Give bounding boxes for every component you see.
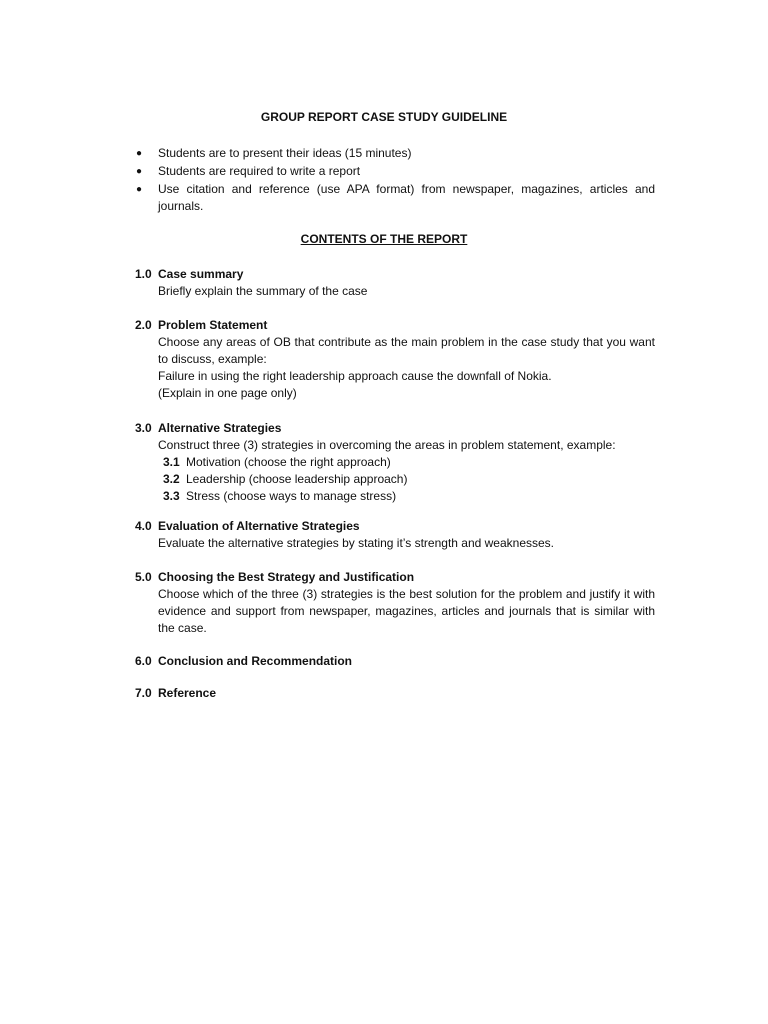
subsection-number: 3.3: [163, 489, 180, 503]
subsection-text: Motivation (choose the right approach): [186, 455, 391, 469]
list-item: [136, 163, 655, 180]
section-text: Evaluate the alternative strategies by stating it’s strength and weaknesses.: [158, 536, 555, 550]
section-number: 5.0: [135, 570, 152, 584]
subsection-number: 3.2: [163, 472, 180, 486]
section-heading: [135, 420, 655, 437]
section-number: 6.0: [135, 654, 152, 668]
section-heading: [135, 569, 655, 586]
section-text: (Explain in one page only): [158, 386, 297, 400]
section-text: Briefly explain the summary of the case: [158, 284, 368, 298]
section-text: Choose which of the three (3) strategies is the best solution for the problem and justify it with evidence and support from newspaper, magazines, articles and journals that is similar with the case.: [158, 587, 655, 635]
section-evaluation: [135, 518, 655, 552]
section-conclusion: [135, 653, 655, 670]
subsection-item: [163, 454, 655, 471]
instructions-list: [136, 145, 655, 216]
list-item: [136, 181, 655, 215]
subsection-text: Leadership (choose leadership approach): [186, 472, 408, 486]
section-title: Choosing the Best Strategy and Justification: [158, 570, 415, 584]
subsection-item: [163, 488, 655, 505]
subsection-item: [163, 471, 655, 488]
bullet-text: Students are required to write a report: [158, 164, 361, 178]
section-heading: [135, 685, 655, 702]
bullet-icon: ●: [136, 184, 143, 195]
section-title: Alternative Strategies: [158, 421, 282, 435]
section-case-summary: [135, 266, 655, 300]
contents-heading: CONTENTS OF THE REPORT: [300, 232, 468, 246]
list-item: [136, 145, 655, 162]
section-title: Reference: [158, 686, 217, 700]
section-heading: [135, 518, 655, 535]
section-title: Evaluation of Alternative Strategies: [158, 519, 360, 533]
section-best-strategy: [135, 569, 655, 637]
section-heading: [135, 266, 655, 283]
section-reference: [135, 685, 655, 702]
section-heading: [135, 653, 655, 670]
subsection-number: 3.1: [163, 455, 180, 469]
section-alternative-strategies: [135, 420, 655, 505]
section-text: Failure in using the right leadership approach cause the downfall of Nokia.: [158, 369, 552, 383]
section-number: 2.0: [135, 318, 152, 332]
section-number: 1.0: [135, 267, 152, 281]
section-heading: [135, 317, 655, 334]
bullet-icon: ●: [136, 148, 143, 159]
bullet-text: Use citation and reference (use APA format) from newspaper, magazines, articles and journals.: [158, 182, 655, 213]
subsection-text: Stress (choose ways to manage stress): [186, 489, 397, 503]
section-title: Case summary: [158, 267, 244, 281]
document-title: GROUP REPORT CASE STUDY GUIDELINE: [260, 110, 508, 124]
section-number: 4.0: [135, 519, 152, 533]
section-text: Choose any areas of OB that contribute as the main problem in the case study that you want to discuss, example:: [158, 335, 655, 366]
section-number: 3.0: [135, 421, 152, 435]
bullet-text: Students are to present their ideas (15 minutes): [158, 146, 412, 160]
section-title: Conclusion and Recommendation: [158, 654, 353, 668]
section-title: Problem Statement: [158, 318, 268, 332]
bullet-icon: ●: [136, 166, 143, 177]
section-number: 7.0: [135, 686, 152, 700]
section-text: Construct three (3) strategies in overcoming the areas in problem statement, example:: [158, 438, 616, 452]
section-problem-statement: [135, 317, 655, 402]
